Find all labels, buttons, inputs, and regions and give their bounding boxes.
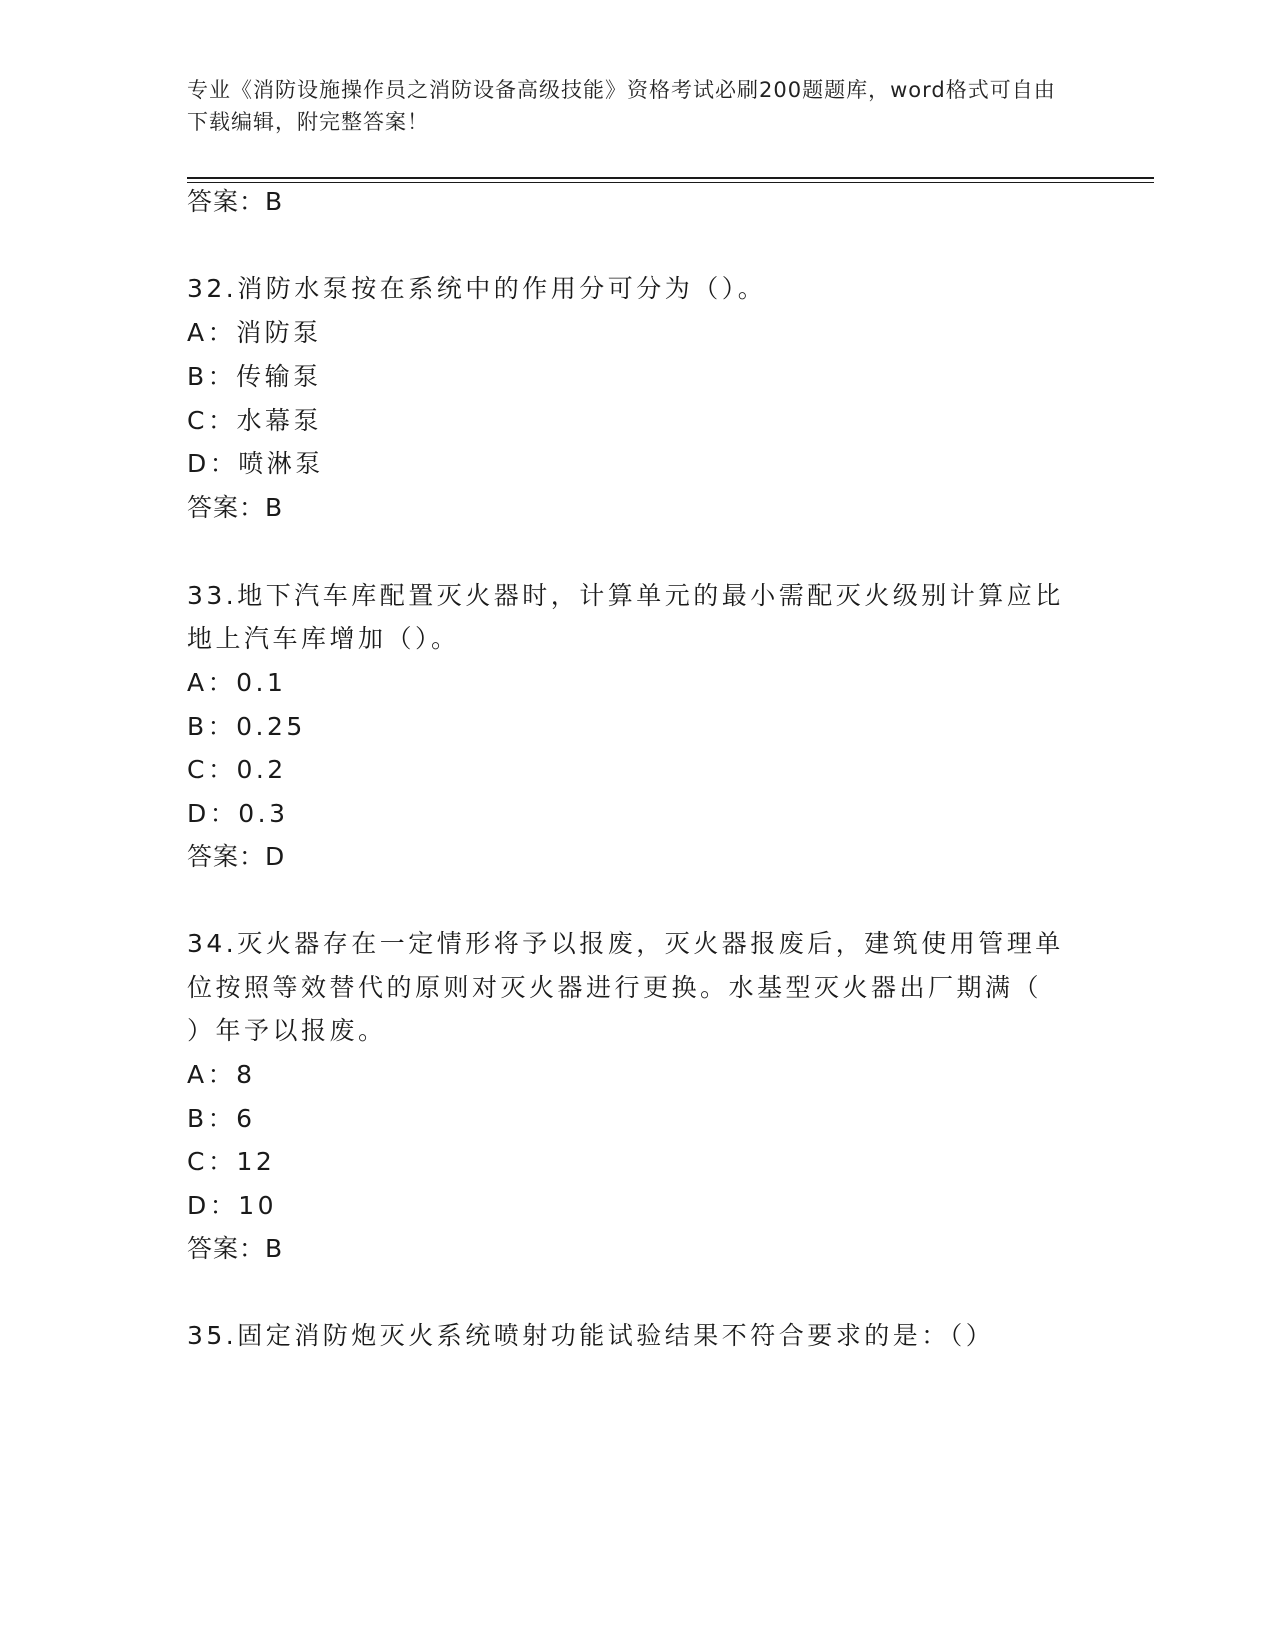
question-33-stem-line-2: 地上汽车库增加（）。: [187, 624, 460, 653]
question-32-answer: 答案：B: [187, 493, 284, 522]
question-34-stem-line-3: ）年予以报废。: [187, 1016, 387, 1045]
question-32-stem-line-1: 32.消防水泵按在系统中的作用分可分为（）。: [187, 274, 767, 303]
header-divider-thin: [187, 182, 1154, 183]
question-34-option-a: A：8: [187, 1060, 256, 1089]
question-34-option-b: B：6: [187, 1104, 256, 1133]
question-34-option-d: D：10: [187, 1191, 278, 1220]
question-33-option-c: C：0.2: [187, 755, 287, 784]
question-33-stem-line-1: 33.地下汽车库配置灭火器时，计算单元的最小需配灭火级别计算应比: [187, 581, 1064, 610]
question-32-option-d: D：喷淋泵: [187, 449, 324, 478]
question-34-answer: 答案：B: [187, 1234, 284, 1263]
document-header: 专业《消防设施操作员之消防设备高级技能》资格考试必刷200题题库，word格式可自由下载编辑，附完整答案！: [187, 78, 1056, 134]
question-32-option-c: C：水幕泵: [187, 406, 322, 435]
question-34-stem-line-2: 位按照等效替代的原则对灭火器进行更换。水基型灭火器出厂期满（: [187, 973, 1043, 1002]
question-33-option-a: A：0.1: [187, 668, 287, 697]
question-32-option-b: B：传输泵: [187, 362, 322, 391]
question-35-stem-line-1: 35.固定消防炮灭火系统喷射功能试验结果不符合要求的是：（）: [187, 1321, 995, 1350]
question-33-option-b: B：0.25: [187, 712, 306, 741]
previous-answer: 答案：B: [187, 187, 284, 216]
question-33-answer: 答案：D: [187, 842, 286, 871]
header-divider-thick: [187, 177, 1154, 179]
question-33-option-d: D：0.3: [187, 799, 289, 828]
question-34-stem-line-1: 34.灭火器存在一定情形将予以报废，灭火器报废后，建筑使用管理单: [187, 929, 1064, 958]
question-32-option-a: A：消防泵: [187, 318, 322, 347]
question-34-option-c: C：12: [187, 1147, 276, 1176]
